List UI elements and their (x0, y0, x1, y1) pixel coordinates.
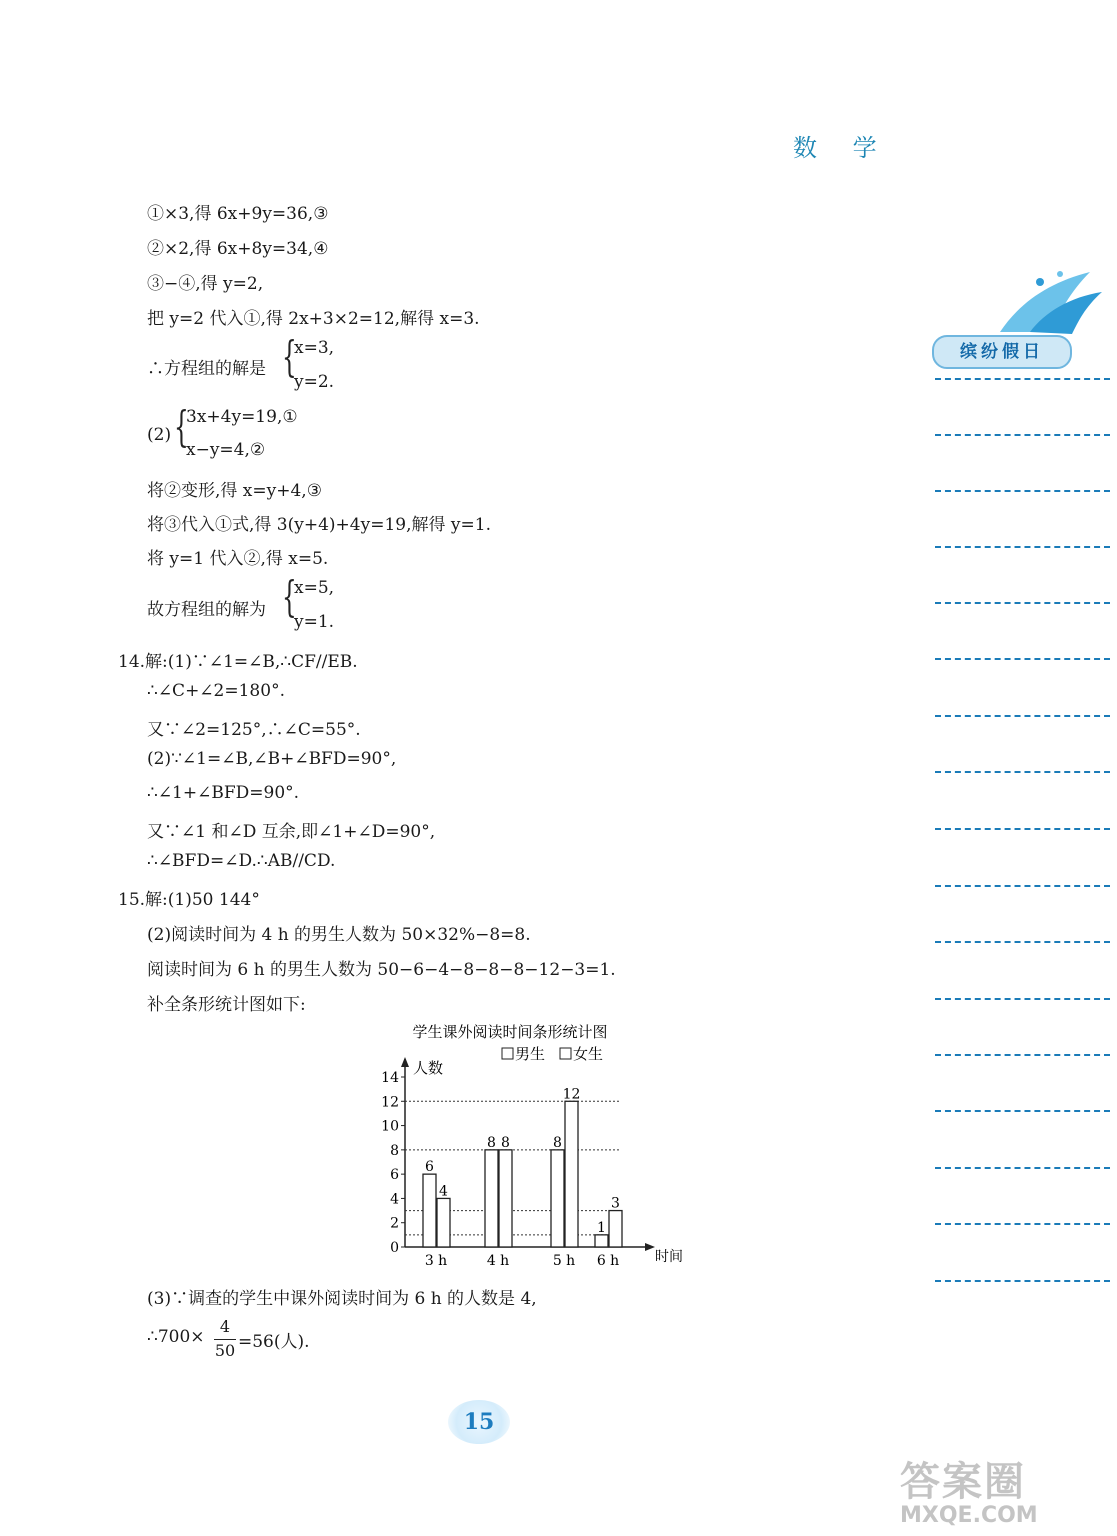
y-tick-label: 4 (390, 1191, 399, 1208)
note-line (935, 378, 1110, 380)
bar-value-label: 8 (501, 1134, 510, 1151)
equation: y=1. (294, 612, 335, 632)
holiday-badge: 缤纷假日 (932, 335, 1072, 369)
solution-prefix: (2) (147, 425, 172, 445)
solution-line: 将②变形,得 x=y+4,③ (147, 481, 322, 501)
solution-prefix: ∴700× (147, 1327, 205, 1347)
y-tick-label: 0 (390, 1240, 399, 1256)
solution-line: ③−④,得 y=2, (147, 274, 264, 294)
note-line (935, 602, 1110, 604)
reading-time-bar-chart (355, 1015, 695, 1270)
solution-line: ∴∠BFD=∠D.∴AB//CD. (147, 851, 336, 871)
solution-line: 阅读时间为 6 h 的男生人数为 50−6−4−8−8−8−12−3=1. (147, 960, 616, 980)
legend-label-boys: 男生 (515, 1045, 546, 1063)
bar-boys (485, 1150, 498, 1247)
bar-boys (423, 1174, 436, 1247)
y-axis-arrow (401, 1057, 409, 1067)
brace: { (282, 332, 297, 381)
solution-prefix: ∴方程组的解是 (147, 359, 266, 379)
note-line (935, 658, 1110, 660)
y-tick-label: 10 (381, 1118, 399, 1135)
bar-boys (595, 1235, 608, 1247)
solution-line: 将③代入①式,得 3(y+4)+4y=19,解得 y=1. (147, 515, 491, 535)
x-axis-label: 时间 (655, 1249, 683, 1265)
note-line (935, 828, 1110, 830)
solution-line: 又∵∠1 和∠D 互余,即∠1+∠D=90°, (147, 822, 436, 842)
equation: x=3, (294, 338, 335, 358)
legend-swatch-boys (502, 1048, 513, 1059)
question-15: 15.解:(1)50 144° (118, 890, 260, 910)
bar-value-label: 8 (553, 1134, 562, 1151)
y-tick-label: 8 (390, 1142, 399, 1159)
note-line (935, 490, 1110, 492)
y-tick-label: 12 (381, 1094, 399, 1111)
bar-girls (565, 1101, 578, 1247)
question-14: 14.解:(1)∵∠1=∠B,∴CF//EB. (118, 652, 358, 672)
brace: { (282, 572, 297, 621)
splash-decoration (990, 262, 1110, 342)
note-line (935, 1110, 1110, 1112)
equation: x−y=4,② (186, 440, 266, 460)
note-line (935, 546, 1110, 548)
note-line (935, 715, 1110, 717)
bar-value-label: 3 (611, 1195, 620, 1212)
solution-suffix: =56(人). (238, 1332, 310, 1352)
bar-boys (551, 1150, 564, 1247)
bar-girls (499, 1150, 512, 1247)
equation: y=2. (294, 372, 335, 392)
bar-value-label: 4 (439, 1183, 448, 1200)
x-category-label: 3 h (424, 1253, 448, 1269)
bar-girls (609, 1211, 622, 1247)
bar-value-label: 8 (487, 1134, 496, 1151)
note-line (935, 941, 1110, 943)
equation: x=5, (294, 578, 335, 598)
x-axis-arrow (645, 1243, 655, 1251)
y-tick-label: 14 (381, 1070, 399, 1086)
fraction-numerator: 4 (219, 1317, 231, 1336)
x-category-label: 6 h (596, 1253, 620, 1269)
x-category-label: 5 h (552, 1253, 576, 1269)
chart-title: 学生课外阅读时间条形统计图 (412, 1023, 608, 1041)
note-line (935, 1223, 1110, 1225)
note-line (935, 885, 1110, 887)
y-tick-label: 2 (390, 1215, 399, 1232)
solution-line: 把 y=2 代入①,得 2x+3×2=12,解得 x=3. (147, 309, 480, 329)
solution-line: ②×2,得 6x+8y=34,④ (147, 239, 329, 259)
solution-line: ∴∠1+∠BFD=90°. (147, 783, 300, 803)
solution-line: (2)∵∠1=∠B,∠B+∠BFD=90°, (147, 749, 397, 769)
solution-line: 将 y=1 代入②,得 x=5. (147, 549, 329, 569)
fraction-denominator: 50 (214, 1341, 236, 1360)
note-line (935, 771, 1110, 773)
solution-line: ∴∠C+∠2=180°. (147, 681, 285, 701)
solution-line: (2)阅读时间为 4 h 的男生人数为 50×32%−8=8. (147, 925, 531, 945)
brace: { (174, 402, 189, 451)
subject-title: 数 学 (793, 134, 891, 162)
note-line (935, 1167, 1110, 1169)
note-line (935, 1054, 1110, 1056)
x-category-label: 4 h (486, 1253, 510, 1269)
solution-line: ①×3,得 6x+9y=36,③ (147, 204, 329, 224)
legend-label-girls: 女生 (573, 1045, 604, 1063)
note-line (935, 1280, 1110, 1282)
note-line (935, 434, 1110, 436)
solution-line: 补全条形统计图如下: (147, 995, 306, 1015)
y-axis-label: 人数 (413, 1059, 444, 1077)
solution-line: (3)∵调查的学生中课外阅读时间为 6 h 的人数是 4, (147, 1289, 537, 1309)
bar-value-label: 12 (562, 1086, 581, 1103)
note-line (935, 998, 1110, 1000)
bar-value-label: 6 (425, 1159, 434, 1176)
bar-value-label: 1 (597, 1219, 606, 1236)
bar-girls (437, 1198, 450, 1247)
equation: 3x+4y=19,① (186, 407, 298, 427)
fraction-bar (214, 1339, 236, 1340)
page-number: 15 (448, 1400, 510, 1444)
solution-line: 又∵∠2=125°,∴∠C=55°. (147, 720, 361, 740)
solution-prefix: 故方程组的解为 (147, 600, 266, 620)
legend-swatch-girls (560, 1048, 571, 1059)
y-tick-label: 6 (390, 1167, 399, 1184)
watermark: 答案圈 MXQE.COM (900, 1459, 1038, 1528)
